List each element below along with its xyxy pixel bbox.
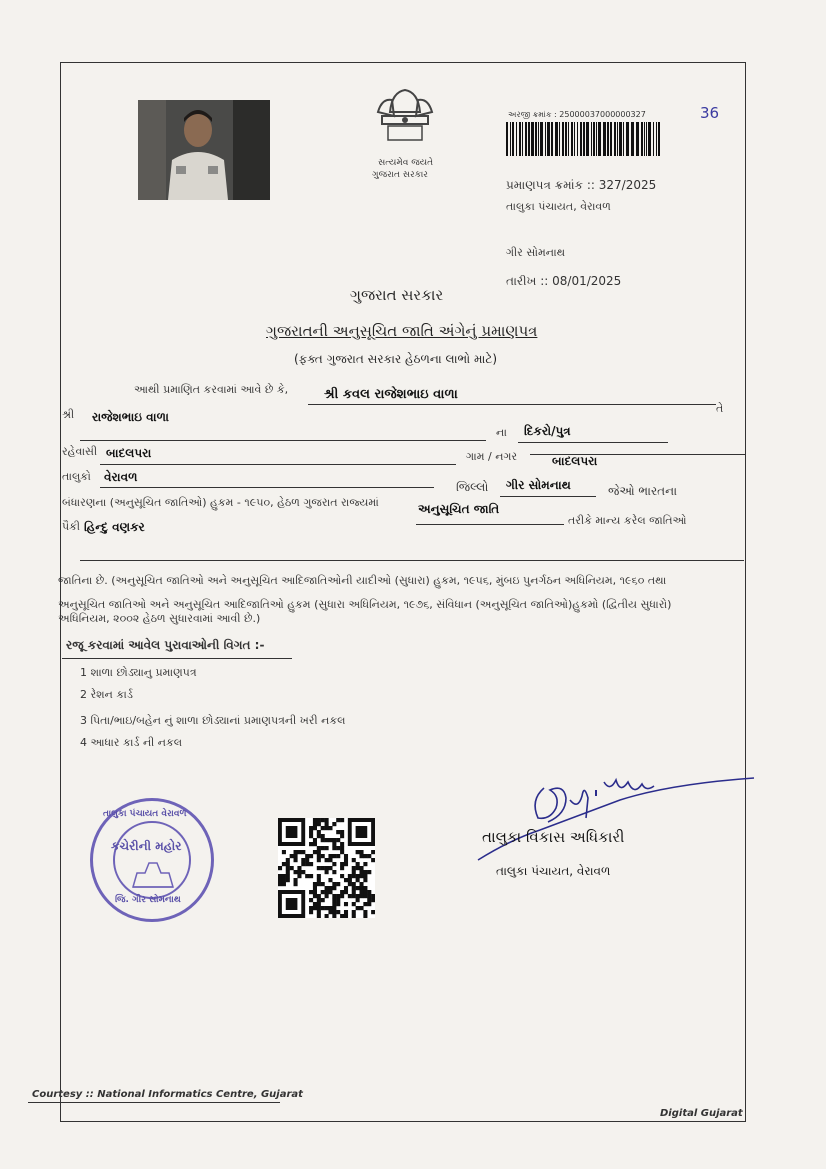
qr-code [278,818,375,918]
office-seal [90,798,214,922]
paragraph-line-3: અધિનિયમ, ૨૦૦૨ હેઠળ સુધારવામાં આવી છે.) [58,612,261,625]
footer-courtesy: Courtesy :: National Informatics Centre, Gujarat [32,1089,303,1100]
recognized-text: તરીકે માન્ય કરેલ જાતિઓ [568,514,687,527]
village-label: ગામ / નગર [466,450,518,463]
district-value: ગીર સોમનાથ [506,478,571,492]
signatory-office: તાલુકા પંચાયત, વેરાવળ [496,864,611,878]
father-name: રાજેશભાઇ વાળા [92,410,169,424]
date-label: તારીખ [506,274,537,288]
signature-icon [470,760,760,870]
signatory-designation: તાલુકા વિકાસ અધિકારી [482,828,625,846]
seal-top-text: તાલુકા પંચાયત વેરાવળ [103,809,187,819]
document-item-3: 3 પિતા/ભાઇ/બહેન નું શાળા છોડ્યાનાં પ્રમાણપત્રની ખરી નકલ [80,714,346,727]
date-row [506,274,621,289]
applicant-photo [138,100,270,200]
header-office: તાલુકા પંચાયત, વેરાવળ [506,200,611,213]
applicant-name: શ્રી કવલ રાજેશભાઇ વાળા [324,387,458,402]
emblem-caption: ગુજરાત સરકાર [372,170,428,180]
documents-heading: રજૂ કરવામાં આવેલ પુરાવાઓની વિગત :- [66,638,265,652]
category: અનુસૂચિત જાતિ [418,502,500,516]
issue-date: :: 08/01/2025 [540,274,622,288]
paragraph-line-1: જાતિના છે. (અનુસૂચિત જાતિઓ અને અનુસૂચિત આદિજાતિઓની યાદીઓ (સુધારા) હુકમ, ૧૯૫૬, મુંબઇ પુનર્ગઠન અધિનિયમ, ૧૯૬૦ તથા [58,574,667,587]
government-title: ગુજરાત સરકાર [350,286,444,304]
resident-value: બાદલપરા [106,446,152,460]
te-text: તે [716,402,724,415]
seal-bottom-text: જિ. ગીર સોમનાથ [115,895,181,905]
document-item-4: 4 આધાર કાર્ડ ની નકલ [80,736,183,749]
shri-label: શ્રી [62,408,75,421]
certify-text: આથી પ્રમાણિત કરવામાં આવે છે કે, [134,383,289,396]
paiki-label: પૈકી [62,520,81,533]
constitution-text: બંધારણના (અનુસૂચિત જાતિઓ) હુકમ - ૧૯૫૦, હેઠળ ગુજરાત રાજ્યમાં [62,496,379,509]
na-text: ના [496,426,507,439]
emblem-motto: સત્યમેવ જયતે [378,158,434,168]
header-district: ગીર સોમનાથ [506,246,566,259]
document-item-1: 1 શાળા છોડ્યાનુ પ્રમાણપત્ર [80,666,197,679]
seal-temple-icon [129,859,177,889]
barcode [506,122,662,156]
village-value: બાદલપરા [552,454,598,468]
page-mark: 36 [700,104,720,122]
page-border [60,62,746,1122]
district-label: જિલ્લો [456,480,489,494]
paragraph-line-2: અનુસૂચિત જાતિઓ અને અનુસૂચિત આદિજાતિઓ હુકમ (સુધારા અધિનિયમ, ૧૯૭૬, સંવિધાન (અનુસૂચિત જાતિઓ)હુકમો (દ્વિતીય સુધારો) [58,598,672,611]
resident-label: રહેવાસી [62,445,98,458]
seal-center-text: કચેરીની મહોર [111,839,182,853]
certificate-number: :: 327/2025 [586,178,657,192]
taluka-label: તાલુકો [62,470,91,483]
footer-digital-gujarat: Digital Gujarat [660,1108,743,1119]
relation: દિકરો/પુત્ર [524,424,571,438]
taluka-value: વેરાવળ [104,470,138,484]
je-bharat-text: જેઓ ભારતના [608,484,678,498]
application-number: અરજી ક્રમાંક : 25000037000000327 [508,110,646,119]
certificate-title: ગુજરાતની અનુસૂચિત જાતિ અંગેનું પ્રમાણપત્ર [266,322,538,340]
document-item-2: 2 રેશન કાર્ડ [80,688,133,701]
certificate-number-label: પ્રમાણપત્ર ક્રમાંક [506,178,584,192]
caste: હિન્દુ વણકર [84,520,145,534]
certificate-number-row [506,178,656,193]
ashoka-emblem-icon [368,82,442,160]
certificate-subtitle: (ફક્ત ગુજરાત સરકાર હેઠળના લાભો માટે) [294,352,498,366]
